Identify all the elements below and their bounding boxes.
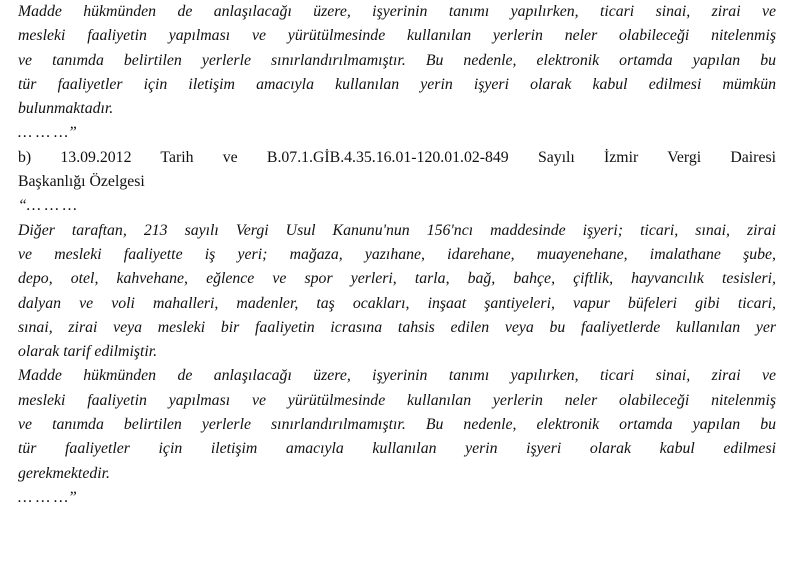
- text-line: Diğer taraftan, 213 sayılı Vergi Usul Kanunu'nun 156'ncı maddesinde işyeri; ticari, sınai, zirai: [18, 221, 776, 239]
- text-line: Başkanlığı Özelgesi: [18, 173, 145, 191]
- text-line: Madde hükmünden de anlaşılacağı üzere, işyerinin tanımı yapılırken, ticari sinai, zirai ve: [18, 3, 776, 20]
- quoted-paragraph-1: [18, 0, 776, 121]
- text-line: mesleki faaliyetin yapılması ve yürütülmesinde kullanılan yerlerin neler olabileceği nitelenmiş: [18, 391, 776, 409]
- ruling-heading: [18, 146, 776, 195]
- quote-close-ellipsis: … … …”: [18, 488, 77, 506]
- text-line: dalyan ve voli mahalleri, madenler, taş ocakları, inşaat şantiyeleri, vapur büfeleri gibi ticari,: [18, 294, 776, 312]
- text-line: tür faaliyetler için iletişim amacıyla kullanılan yerin işyeri olarak kabul edilmesi: [18, 440, 776, 458]
- quote-open-ellipsis: “… … …: [18, 197, 77, 215]
- text-line: Madde hükmünden de anlaşılacağı üzere, işyerinin tanımı yapılırken, ticari sinai, zirai ve: [18, 367, 776, 385]
- text-line: sınai, zirai veya mesleki bir faaliyetin icrasına tahsis edilen veya bu faaliyetlerde kullanılan yer: [18, 318, 776, 336]
- text-line: ve tanımda belirtilen yerlerle sınırlandırılmamıştır. Bu nedenle, elektronik ortamda yapılan bu: [18, 416, 776, 434]
- text-line: gerekmektedir.: [18, 464, 110, 482]
- text-line: olarak tarif edilmiştir.: [18, 343, 158, 361]
- text-line: tür faaliyetler için iletişim amacıyla kullanılan yerin işyeri olarak kabul edilmesi mümkün: [18, 75, 776, 93]
- text-line: bulunmaktadır.: [18, 100, 114, 118]
- text-line: depo, otel, kahvehane, eğlence ve spor yerleri, tarla, bağ, bahçe, çiftlik, hayvancılık tesisleri,: [18, 270, 776, 288]
- document-body: [18, 0, 776, 510]
- text-line: ve tanımda belirtilen yerlerle sınırlandırılmamıştır. Bu nedenle, elektronik ortamda yapılan bu: [18, 51, 776, 69]
- quote-close-ellipsis: … … …”: [18, 124, 77, 142]
- text-line: mesleki faaliyetin yapılması ve yürütülmesinde kullanılan yerlerin neler olabileceği nitelenmiş: [18, 27, 776, 45]
- text-line: b) 13.09.2012 Tarih ve B.07.1.GİB.4.35.16.01-120.01.02-849 Sayılı İzmir Vergi Dairesi: [18, 148, 776, 166]
- text-line: ve mesleki faaliyette iş yeri; mağaza, yazıhane, idarehane, muayenehane, imalathane şube,: [18, 245, 776, 263]
- quoted-paragraph-2: [18, 219, 776, 365]
- quoted-paragraph-3: [18, 364, 776, 485]
